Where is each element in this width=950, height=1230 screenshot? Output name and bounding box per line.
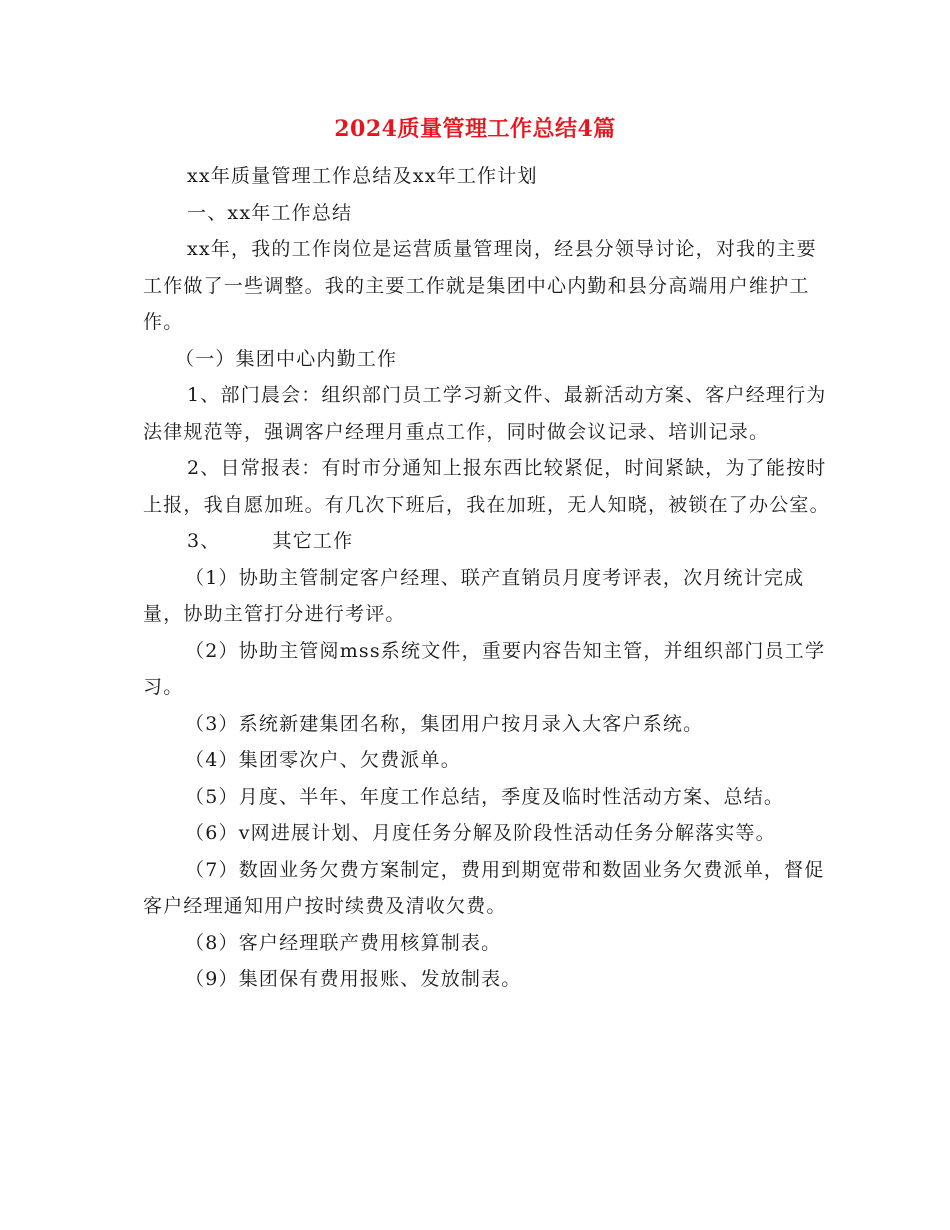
list-item: （4）集团零次户、欠费派单。 (185, 749, 461, 771)
list-item: （5）月度、半年、年度工作总结，季度及临时性活动方案、总结。 (185, 785, 785, 808)
list-item: （7）数固业务欠费方案制定，费用到期宽带和数固业务欠费派单，督促客户经理通知用户按时续费及清收欠费。 (143, 858, 825, 917)
list-item: （8）客户经理联产费用核算制表。 (185, 931, 502, 954)
paragraph-item-1: 1、部门晨会：组织部门员工学习新文件、最新活动方案、客户经理行为法律规范等，强调客户经理月重点工作，同时做会议记录、培训记录。 (143, 384, 827, 443)
list-item: （6）v网进展计划、月度任务分解及阶段性活动任务分解落实等。 (185, 822, 776, 844)
paragraph-item-3-heading (143, 523, 833, 560)
list-item: （3）系统新建集团名称，集团用户按月录入大客户系统。 (185, 712, 704, 735)
paragraph-item-2: 2、日常报表：有时市分通知上报东西比较紧促，时间紧缺，为了能按时上报，我自愿加班。有几次下班后，我在加班，无人知晓，被锁在了办公室。 (143, 457, 830, 516)
document-body (143, 158, 833, 998)
paragraph-subtitle: xx年质量管理工作总结及xx年工作计划 (187, 165, 538, 187)
section-heading-summary: 一、xx年工作总结 (187, 201, 353, 224)
paragraph-intro: xx年，我的工作岗位是运营质量管理岗，经县分领导讨论，对我的主要工作做了一些调整。我的主要工作就是集团中心内勤和县分高端用户维护工作。 (143, 238, 817, 333)
document-title: 2024质量管理工作总结4篇 (334, 116, 616, 142)
list-item: （9）集团保有费用报账、发放制表。 (185, 968, 522, 990)
list-item: （1）协助主管制定客户经理、联产直销员月度考评表，次月统计完成量，协助主管打分进行考评。 (143, 566, 805, 625)
list-item: （2）协助主管阅mss系统文件，重要内容告知主管，并组织部门员工学习。 (143, 639, 826, 698)
section3-label: 其它工作 (272, 530, 354, 552)
section3-number: 3、 (187, 530, 221, 552)
subsection-heading: （一）集团中心内勤工作 (175, 347, 398, 370)
